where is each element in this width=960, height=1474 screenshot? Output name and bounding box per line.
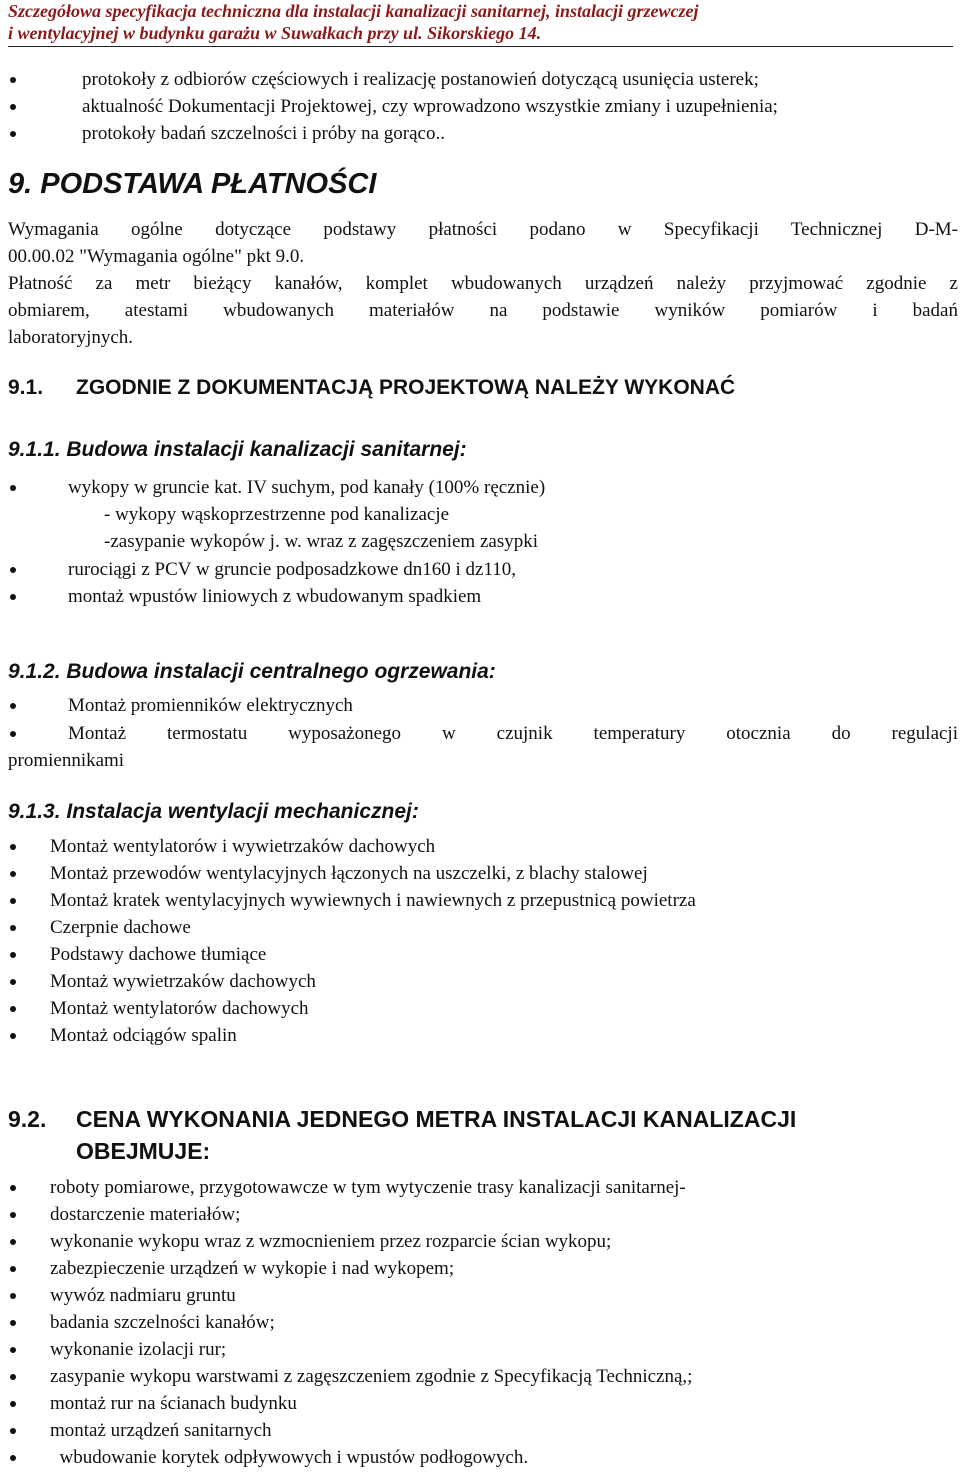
bullet-icon (10, 1239, 16, 1245)
bullet-icon (10, 1428, 16, 1434)
list-item: wykopy w gruncie kat. IV suchym, pod kanały (100% ręcznie) (8, 474, 958, 501)
list-item: rurociągi z PCV w gruncie podposadzkowe dn160 i dz110, (8, 556, 958, 583)
list-item: Montaż promienników elektrycznych (8, 692, 958, 719)
bullet-icon (10, 131, 16, 137)
list-item: Montaż wentylatorów i wywietrzaków dachowych (8, 833, 958, 860)
section-9-title: 9. PODSTAWA PŁATNOŚCI (8, 168, 377, 200)
section-9-1-number: 9.1. (8, 376, 44, 399)
bullet-icon (10, 1374, 16, 1380)
section-9-2-title-line-1: CENA WYKONANIA JEDNEGO METRA INSTALACJI KANALIZACJI (76, 1106, 797, 1132)
section-9-2-number: 9.2. (8, 1106, 47, 1132)
bullet-icon (10, 1293, 16, 1299)
bullet-icon (10, 1006, 16, 1012)
bullet-icon (10, 844, 16, 850)
section-9-1-3-list (8, 833, 958, 1049)
list-item: Czerpnie dachowe (8, 914, 958, 941)
bullet-icon (10, 979, 16, 985)
bullet-icon (10, 1212, 16, 1218)
bullet-icon (10, 1401, 16, 1407)
list-item: Montaż odciągów spalin (8, 1022, 958, 1049)
list-item: Podstawy dachowe tłumiące (8, 941, 958, 968)
section-9-1-1-title: 9.1.1. Budowa instalacji kanalizacji sanitarnej: (8, 438, 467, 461)
section-9-2-title-line-2: OBEJMUJE: (76, 1138, 211, 1164)
list-item: badania szczelności kanałów; (8, 1309, 958, 1336)
bullet-icon (10, 952, 16, 958)
section-9-1-1-list (8, 474, 958, 501)
list-item: zabezpieczenie urządzeń w wykopie i nad wykopem; (8, 1255, 958, 1282)
bullet-icon (10, 567, 16, 573)
bullet-icon (10, 594, 16, 600)
list-item: Montaż kratek wentylacyjnych wywiewnych i nawiewnych z przepustnicą powietrza (8, 887, 958, 914)
section-9-2-list (8, 1174, 958, 1471)
list-item: wywóz nadmiaru gruntu (8, 1282, 958, 1309)
bullet-icon (10, 485, 16, 491)
list-item: zasypanie wykopu warstwami z zagęszczeniem zgodnie z Specyfikacją Techniczną,; (8, 1363, 958, 1390)
header-line-2: i wentylacyjnej w budynku garażu w Suwałkach przy ul. Sikorskiego 14. (8, 23, 542, 43)
section-9-1-1-list-cont (8, 556, 958, 610)
bullet-icon (10, 1455, 16, 1461)
section-9-1-3-title: 9.1.3. Instalacja wentylacji mechanicznej: (8, 800, 419, 823)
list-item: dostarczenie materiałów; (8, 1201, 958, 1228)
list-item: wykonanie izolacji rur; (8, 1336, 958, 1363)
section-9-1-2-item-2: Montaż termostatu wyposażonego w czujnik temperatury otocznia do regulacji promiennikami (8, 723, 958, 771)
bullet-icon (10, 1185, 16, 1191)
sub-item: - wykopy wąskoprzestrzenne pod kanalizacje (104, 504, 450, 525)
list-item: Montaż przewodów wentylacyjnych łączonych na uszczelki, z blachy stalowej (8, 860, 958, 887)
bullet-icon (10, 1266, 16, 1272)
bullet-icon (10, 731, 16, 737)
list-item: Montaż wywietrzaków dachowych (8, 968, 958, 995)
list-item: Montaż wentylatorów dachowych (8, 995, 958, 1022)
bullet-icon (10, 1347, 16, 1353)
bullet-icon (10, 898, 16, 904)
intro-list (8, 66, 958, 147)
list-item: montaż wpustów liniowych z wbudowanym spadkiem (8, 583, 958, 610)
bullet-icon (10, 1320, 16, 1326)
section-9-1-title: ZGODNIE Z DOKUMENTACJĄ PROJEKTOWĄ NALEŻY WYKONAĆ (76, 376, 736, 399)
section-9-paragraph-1: Wymagania ogólne dotyczące podstawy płatności podano w Specyfikacji Technicznej D-M- 00.00.02 "Wymagania ogólne" pkt 9.0. (8, 219, 958, 267)
bullet-icon (10, 871, 16, 877)
list-item: aktualność Dokumentacji Projektowej, czy wprowadzono wszystkie zmiany i uzupełnienia; (8, 93, 958, 120)
sub-item: -zasypanie wykopów j. w. wraz z zagęszczeniem zasypki (104, 531, 538, 552)
list-item: montaż rur na ścianach budynku (8, 1390, 958, 1417)
section-9-1-2-title: 9.1.2. Budowa instalacji centralnego ogrzewania: (8, 660, 496, 683)
header-line-1: Szczegółowa specyfikacja techniczna dla instalacji kanalizacji sanitarnej, instalacji grzewczej (8, 1, 699, 21)
bullet-icon (10, 1033, 16, 1039)
list-item: montaż urządzeń sanitarnych (8, 1417, 958, 1444)
bullet-icon (10, 104, 16, 110)
bullet-icon (10, 703, 16, 709)
list-item: protokoły badań szczelności i próby na gorąco.. (8, 120, 958, 147)
list-item: roboty pomiarowe, przygotowawcze w tym wytyczenie trasy kanalizacji sanitarnej- (8, 1174, 958, 1201)
bullet-icon (10, 925, 16, 931)
list-item: protokoły z odbiorów częściowych i realizację postanowień dotyczącą usunięcia usterek; (8, 66, 958, 93)
page-header (8, 0, 953, 47)
section-9-paragraph-2: Płatność za metr bieżący kanałów, komplet wbudowanych urządzeń należy przyjmować zgodnie z obmiarem, atestami wbudowanych materiałów na podstawie wyników pomiarów i badań laboratoryjnych. (8, 273, 958, 348)
list-item: wykonanie wykopu wraz z wzmocnieniem przez rozparcie ścian wykopu; (8, 1228, 958, 1255)
section-9-1-2-list (8, 692, 958, 719)
list-item: wbudowanie korytek odpływowych i wpustów podłogowych. (8, 1444, 958, 1471)
bullet-icon (10, 77, 16, 83)
